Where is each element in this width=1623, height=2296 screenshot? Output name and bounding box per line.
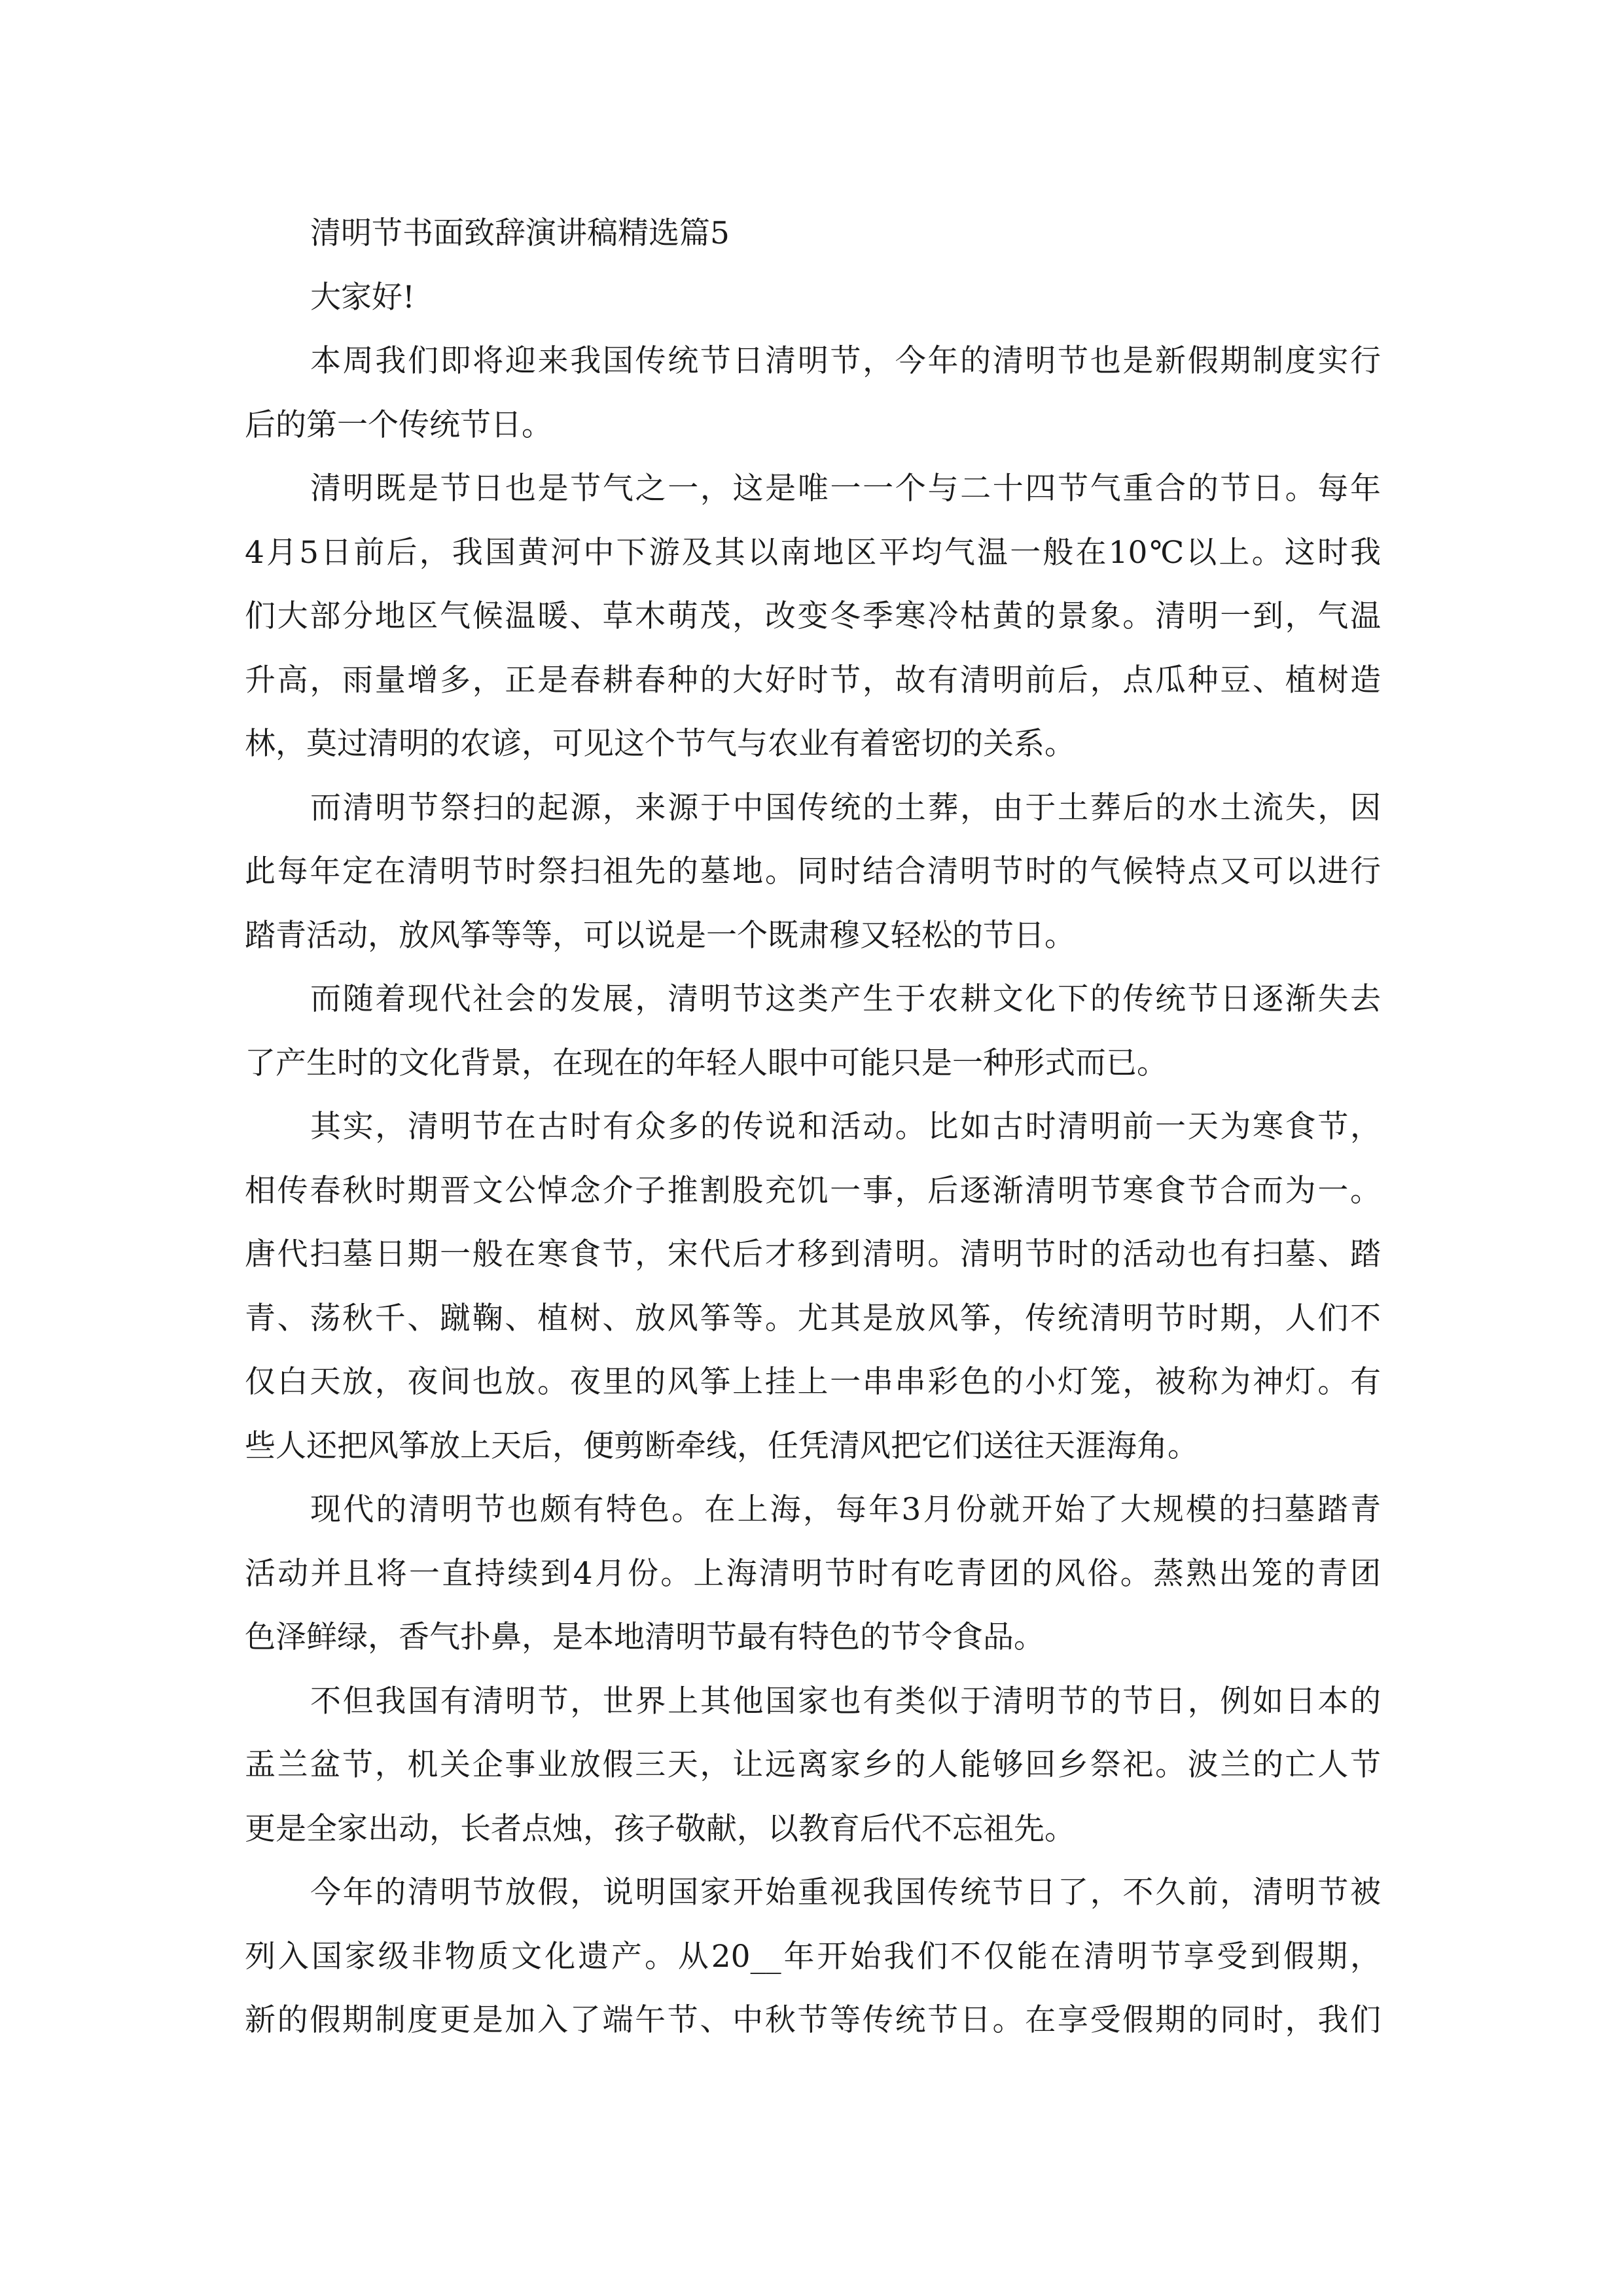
paragraph-line: 些人还把风筝放上天后，便剪断牵线，任凭清风把它们送往天涯海角。 [245, 1427, 1198, 1464]
document-title: 清明节书面致辞演讲稿精选篇5 [310, 215, 730, 251]
paragraph [245, 457, 1381, 776]
paragraph-line: 林，莫过清明的农谚，可见这个节气与农业有着密切的关系。 [245, 726, 1075, 762]
paragraph [245, 967, 1381, 1095]
paragraph-line: 新的假期制度更是加入了端午节、中秋节等传统节日。在享受假期的同时，我们 [245, 2002, 1381, 2038]
paragraph-line: 踏青活动，放风筝等等，可以说是一个既肃穆又轻松的节日。 [245, 917, 1075, 954]
paragraph-line: 4月5日前后，我国黄河中下游及其以南地区平均气温一般在10℃以上。这时我 [245, 534, 1381, 571]
paragraph-line: 今年的清明节放假，说明国家开始重视我国传统节日了，不久前，清明节被 [310, 1874, 1381, 1910]
paragraph-line: 列入国家级非物质文化遗产。从20__年开始我们不仅能在清明节享受到假期， [245, 1938, 1381, 1975]
paragraph-line: 活动并且将一直持续到4月份。上海清明节时有吃青团的风俗。蒸熟出笼的青团 [245, 1555, 1381, 1592]
paragraph [245, 1861, 1381, 2053]
paragraph [245, 1095, 1381, 1478]
paragraph [245, 329, 1381, 457]
paragraph-line: 现代的清明节也颇有特色。在上海，每年3月份就开始了大规模的扫墓踏青 [310, 1492, 1381, 1528]
paragraph-line: 更是全家出动，长者点烛，孩子敬献，以教育后代不忘祖先。 [245, 1810, 1075, 1847]
paragraph-line: 此每年定在清明节时祭扫祖先的墓地。同时结合清明节时的气候特点又可以进行 [245, 853, 1381, 889]
paragraph-line: 后的第一个传统节日。 [245, 406, 552, 443]
document-body [245, 202, 1381, 2053]
paragraph [245, 1670, 1381, 1861]
paragraph [245, 1478, 1381, 1670]
paragraph-line: 们大部分地区气候温暖、草木萌茂，改变冬季寒冷枯黄的景象。清明一到，气温 [245, 598, 1381, 634]
paragraph [245, 776, 1381, 968]
paragraph-line: 相传春秋时期晋文公悼念介子推割股充饥一事，后逐渐清明节寒食节合而为一。 [245, 1172, 1381, 1209]
paragraph-line: 不但我国有清明节，世界上其他国家也有类似于清明节的节日，例如日本的 [310, 1683, 1381, 1719]
paragraph-line: 而清明节祭扫的起源，来源于中国传统的土葬，由于土葬后的水土流失，因 [310, 789, 1381, 826]
greeting: 大家好! [310, 279, 415, 315]
paragraph-line: 色泽鲜绿，香气扑鼻，是本地清明节最有特色的节令食品。 [245, 1619, 1044, 1655]
paragraph-line: 青、荡秋千、蹴鞠、植树、放风筝等。尤其是放风筝，传统清明节时期，人们不 [245, 1300, 1381, 1336]
paragraph-line: 清明既是节日也是节气之一，这是唯一一个与二十四节气重合的节日。每年 [310, 471, 1381, 507]
paragraph-line: 而随着现代社会的发展，清明节这类产生于农耕文化下的传统节日逐渐失去 [310, 981, 1381, 1017]
paragraph-line: 其实，清明节在古时有众多的传说和活动。比如古时清明前一天为寒食节， [310, 1109, 1381, 1145]
paragraph-line: 仅白天放，夜间也放。夜里的风筝上挂上一串串彩色的小灯笼，被称为神灯。有 [245, 1364, 1381, 1400]
paragraph-line: 本周我们即将迎来我国传统节日清明节，今年的清明节也是新假期制度实行 [310, 343, 1381, 379]
paragraph-line: 盂兰盆节，机关企事业放假三天，让远离家乡的人能够回乡祭祀。波兰的亡人节 [245, 1747, 1381, 1783]
paragraph-line: 升高，雨量增多，正是春耕春种的大好时节，故有清明前后，点瓜种豆、植树造 [245, 662, 1381, 698]
paragraph-line: 唐代扫墓日期一般在寒食节，宋代后才移到清明。清明节时的活动也有扫墓、踏 [245, 1236, 1381, 1272]
paragraph-line: 了产生时的文化背景，在现在的年轻人眼中可能只是一种形式而已。 [245, 1045, 1168, 1081]
